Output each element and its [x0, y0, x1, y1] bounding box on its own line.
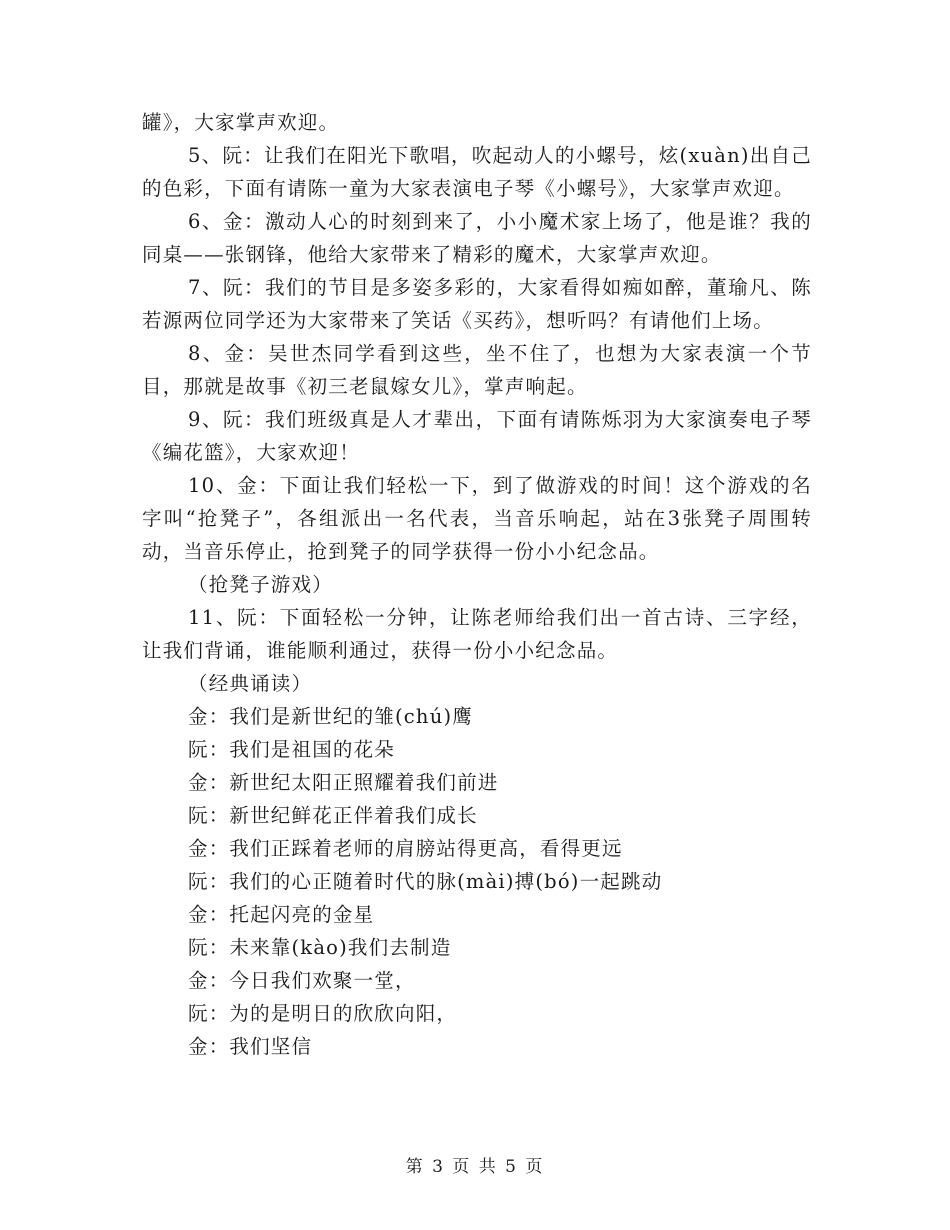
- paragraph-continuation: 罐》，大家掌声欢迎。: [142, 111, 340, 134]
- recital-line: 阮：新世纪鲜花正伴着我们成长: [188, 804, 478, 827]
- recital-line: 金：我们正踩着老师的肩膀站得更高，看得更远: [188, 837, 623, 860]
- document-body: [142, 106, 812, 1063]
- paragraph-item-9: 9、阮：我们班级真是人才辈出，下面有请陈烁羽为大家演奏电子琴《编花篮》，大家欢迎！: [142, 408, 812, 464]
- page-number-footer: 第 3 页 共 5 页: [405, 1157, 545, 1177]
- recital-line: 阮：我们的心正随着时代的脉(mài)搏(bó)一起跳动: [188, 870, 663, 893]
- paragraph-item-8: 8、金：吴世杰同学看到这些，坐不住了，也想为大家表演一个节目，那就是故事《初三老鼠嫁女儿》，掌声响起。: [142, 342, 812, 398]
- stage-direction-game: （抢凳子游戏）: [188, 573, 333, 596]
- recital-line: 金：今日我们欢聚一堂，: [188, 969, 416, 992]
- paragraph-item-5: 5、阮：让我们在阳光下歌唱，吹起动人的小螺号，炫(xuàn)出自己的色彩，下面有请陈一童为大家表演电子琴《小螺号》，大家掌声欢迎。: [142, 144, 812, 200]
- recital-line: 阮：未来靠(kào)我们去制造: [188, 936, 452, 959]
- paragraph-item-11: 11、阮：下面轻松一分钟，让陈老师给我们出一首古诗、三字经，让我们背诵，谁能顺利通过，获得一份小小纪念品。: [142, 606, 812, 662]
- recital-line: 金：托起闪亮的金星: [188, 903, 375, 926]
- recital-line: 阮：为的是明日的欣欣向阳，: [188, 1002, 458, 1025]
- recital-line: 金：新世纪太阳正照耀着我们前进: [188, 771, 499, 794]
- paragraph-item-6: 6、金：激动人心的时刻到来了，小小魔术家上场了，他是谁？我的同桌——张钢锋，他给大家带来了精彩的魔术，大家掌声欢迎。: [142, 210, 812, 266]
- paragraph-item-10: 10、金：下面让我们轻松一下，到了做游戏的时间！这个游戏的名字叫“抢凳子”，各组派出一名代表，当音乐响起，站在3张凳子周围转动，当音乐停止，抢到凳子的同学获得一份小小纪念品。: [142, 474, 812, 563]
- recital-title: （经典诵读）: [188, 672, 313, 695]
- recital-line: 阮：我们是祖国的花朵: [188, 738, 396, 761]
- paragraph-item-7: 7、阮：我们的节目是多姿多彩的，大家看得如痴如醉，董瑜凡、陈若源两位同学还为大家带来了笑话《买药》，想听吗？有请他们上场。: [142, 276, 812, 332]
- recital-line: 金：我们坚信: [188, 1035, 313, 1058]
- recital-line: 金：我们是新世纪的雏(chú)鹰: [188, 705, 473, 728]
